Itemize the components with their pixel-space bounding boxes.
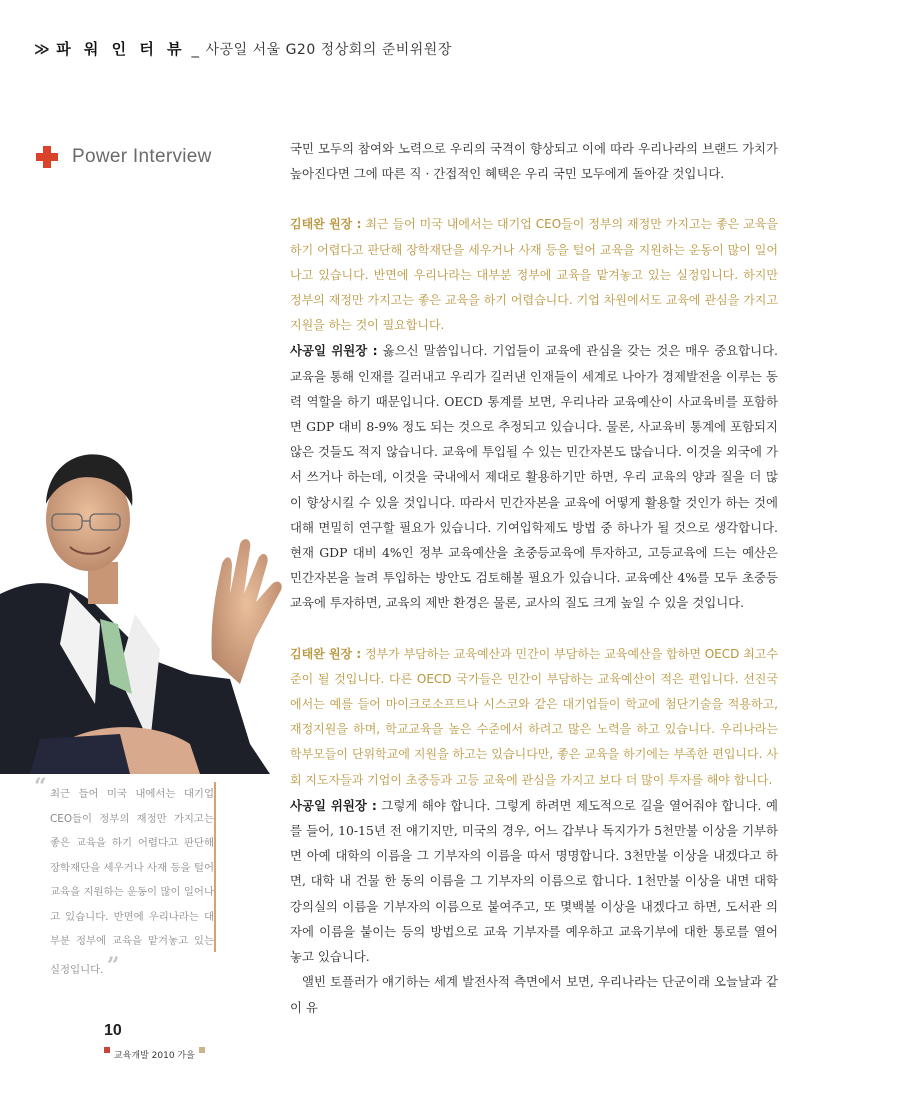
running-header	[34, 38, 452, 59]
interviewee-name: 사공일 위원장 :	[290, 797, 377, 813]
interviewee-name: 사공일 위원장 :	[290, 343, 378, 359]
answer-1-text: 옳으신 말씀입니다. 기업들이 교육에 관심을 갖는 것은 매우 중요합니다. 교육을 통해 인재를 길러내고 우리가 길러낸 인재들이 세계로 나아가 경제발전을 이루는 동력 역할을 하기 때문입니다. OECD 통계를 보면, 우리나라 교육예산이 사교육비를 포함하면 GDP 대비 8-9% 정도 되는 것으로 추정되고 있습니다. 물론, 사교육비 통계에 포함되지 않은 것들도 적지 않습니다. 교육에 투입될 수 있는 민간자본도 많습니다. 이것을 외국에 가서 쓰거나 하는데, 이것을 국내에서 제대로 활용하기만 하면, 우리 교육의 양과 질을 더 많이 향상시킬 수 있을 것입니다. 따라서 민간자본을 교육에 어떻게 활용할 것인가 하는 것에 대해 면밀히 연구할 필요가 있습니다. 기여입학제도 방법 중 하나가 될 것으로 생각합니다. 현재 GDP 대비 4%인 정부 교육예산을 초중등교육에 투자하고, 고등교육에 드는 예산은 민간자본을 늘려 투입하는 방안도 검토해볼 필요가 있습니다. 교육예산 4%를 모두 초중등교육에 투자하면, 교육의 제반 환경은 물론, 교사의 질도 크게 높일 수 있을 것입니다.	[290, 343, 778, 611]
question-2-text: 정부가 부담하는 교육예산과 민간이 부담하는 교육예산을 합하면 OECD 최고수준이 될 것입니다. 다른 OECD 국가들은 민간이 부담하는 교육예산이 적은 편입니다. 선진국에서는 예를 들어 마이크로소프트나 시스코와 같은 대기업들이 학교에 첨단기술을 적용하고, 재정지원을 하며, 학교교육을 높은 수준에서 하려고 많은 노력을 하고 있습니다. 우리나라는 학부모들이 단위학교에 지원을 하고는 있습니다만, 좋은 교육을 하기에는 부족한 편입니다. 사회 지도자들과 기업이 초중등과 고등 교육에 관심을 가지고 보다 더 많이 투자를 해야 합니다.	[290, 646, 778, 787]
question-2	[290, 642, 778, 793]
pull-quote-text: 최근 들어 미국 내에서는 대기업 CEO들이 정부의 재정만 가지고는 좋은 교육을 하기 어렵다고 판단해 장학재단을 세우거나 사재 등을 털어 교육을 지원하는 운동이 많이 일어나고 있습니다. 반면에 우리나라는 대부분 정부에 교육을 맡겨놓고 있는 실정입니다. ”	[50, 788, 214, 979]
header-separator: _	[191, 40, 200, 58]
answer-2-text: 그렇게 해야 합니다. 그렇게 하려면 제도적으로 길을 열어줘야 합니다. 예를 들어, 10-15년 전 얘기지만, 미국의 경우, 어느 갑부나 독지가가 5천만불 이상을 기부하면 아예 대학의 이름을 그 기부자의 이름을 따서 명명합니다. 3천만불 이상을 내겠다고 하면, 대학 내 건물 한 동의 이름을 그 기부자의 이름으로 합니다. 1천만불 이상을 내면 대학 강의실의 이름을 기부자의 이름으로 붙여주고, 또 몇백불 이상을 내겠다고 하면, 도서관 의자에 이름을 붙이는 등의 방법으로 교육 기부자를 예우하고 교육기부에 대한 통로를 열어 놓고 있습니다.	[290, 797, 779, 965]
section-title: 파 워 인 터 뷰	[56, 40, 186, 58]
paragraph-last: 앨빈 토플러가 얘기하는 세계 발전사적 측면에서 보면, 우리나라는 단군이래 오늘날과 같이 유	[290, 974, 778, 1015]
power-interview-heading	[36, 146, 212, 168]
power-interview-label: Power Interview	[72, 146, 212, 167]
publication-name: 교육개발 2010 가을	[114, 1051, 195, 1061]
page-number: 10	[104, 1022, 122, 1039]
article-body	[290, 136, 778, 1020]
footer	[104, 1048, 205, 1061]
header-subtitle: 사공일 서울 G20 정상회의 준비위원장	[205, 42, 452, 58]
answer-1	[290, 338, 778, 615]
interviewer-name: 김태완 원장 :	[290, 217, 362, 232]
answer-2	[290, 793, 778, 969]
red-cross-icon	[36, 146, 58, 168]
open-quote-icon: “	[34, 774, 47, 800]
double-chevron-icon: ≫	[34, 40, 51, 58]
close-quote-icon: ”	[106, 952, 120, 979]
interviewee-photo	[0, 444, 290, 774]
question-1	[290, 212, 778, 338]
question-1-text: 최근 들어 미국 내에서는 대기업 CEO들이 정부의 재정만 가지고는 좋은 교육을 하기 어렵다고 판단해 장학재단을 세우거나 사재 등을 털어 교육을 지원하는 운동이 많이 일어나고 있습니다. 반면에 우리나라는 대부분 정부에 교육을 맡겨놓고 있는 실정입니다. 하지만 정부의 재정만 가지고는 좋은 교육을 하기 어렵습니다. 기업 차원에서도 교육에 관심을 가지고 지원을 하는 것이 필요합니다.	[290, 217, 778, 333]
tan-square-icon	[199, 1047, 205, 1053]
interviewer-name: 김태완 원장 :	[290, 646, 362, 661]
red-square-icon	[104, 1047, 110, 1053]
paragraph-intro: 국민 모두의 참여와 노력으로 우리의 국격이 향상되고 이에 따라 우리나라의 브랜드 가치가 높아진다면 그에 따른 직 · 간접적인 혜택은 우리 국민 모두에게 돌아갈 것입니다.	[290, 141, 778, 182]
pull-quote	[34, 774, 216, 979]
